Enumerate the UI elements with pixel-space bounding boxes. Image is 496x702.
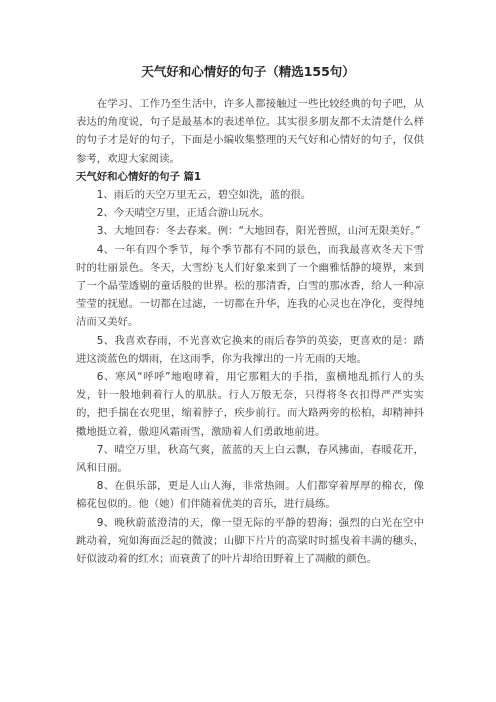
list-item: 1、雨后的天空万里无云，碧空如洗，蓝的很。 (96, 189, 312, 202)
list-item: 3、大地回春：冬去春来。例：“大地回春，阳光普照，山河无限美好。” (96, 225, 421, 238)
list-item: 2、今天晴空万里，正适合游山玩水。 (96, 207, 270, 220)
list-item: 5、我喜欢春雨，不光喜欢它换来的雨后春笋的英姿，更喜欢的是：踏进这淡蓝色的烟雨，在这雨季，你为我撑出的一片无雨的天地。 (76, 334, 424, 365)
document-body (76, 95, 424, 568)
document-title: 天气好和心情好的句子（精选155句） (141, 64, 355, 79)
list-item: 8、在俱乐部，更是人山人海，非常热闹。人们都穿着厚厚的棉衣，像棉花包似的。他（她）们伴随着优美的音乐，进行晨练。 (76, 480, 424, 511)
list-item: 6、寒风“呼呼”地咆哮着，用它那粗大的手指，蛮横地乱抓行人的头发，针一般地刺着行人的肌肤。行人万般无奈，只得将冬衣扣得严严实实的，把手揣在衣兜里，缩着脖子，疾步前行。而大路两旁的松柏，却精神抖擞地挺立着，傲迎风霜雨雪，激励着人们勇敢地前进。 (76, 371, 424, 438)
intro-paragraph: 在学习、工作乃至生活中，许多人都接触过一些比较经典的句子吧，从表达的角度说，句子是最基本的表述单位。其实很多朋友都不太清楚什么样的句子才是好的句子，下面是小编收集整理的天气好和心情好的句子，仅供参考，欢迎大家阅读。 (76, 98, 424, 165)
section-heading: 天气好和心情好的句子 篇1 (76, 170, 202, 183)
list-item: 7、晴空万里，秋高气爽，蓝蓝的天上白云飘，春风拂面，春暖花开，风和日丽。 (76, 443, 424, 475)
list-item: 4、一年有四个季节，每个季节都有不同的景色，而我最喜欢冬天下雪时的壮丽景色。冬天，大雪纷飞人们好象来到了一个幽雅恬静的境界，来到了一个晶莹透剔的童话般的世界。松的那清香，白雪的那冰香，给人一种凉莹莹的抚慰。一切都在过滤，一切都在升华，连我的心灵也在净化，变得纯洁而又美好。 (76, 243, 424, 329)
list-item: 9、晚秋蔚蓝澄清的天，像一望无际的平静的碧海；强烈的白光在空中跳动着，宛如海面泛起的微波；山脚下片片的高粱时时摇曳着丰满的穗头，好似波动着的红水；而衰黄了的叶片却给田野着上了凋敝的颜色。 (76, 516, 424, 566)
